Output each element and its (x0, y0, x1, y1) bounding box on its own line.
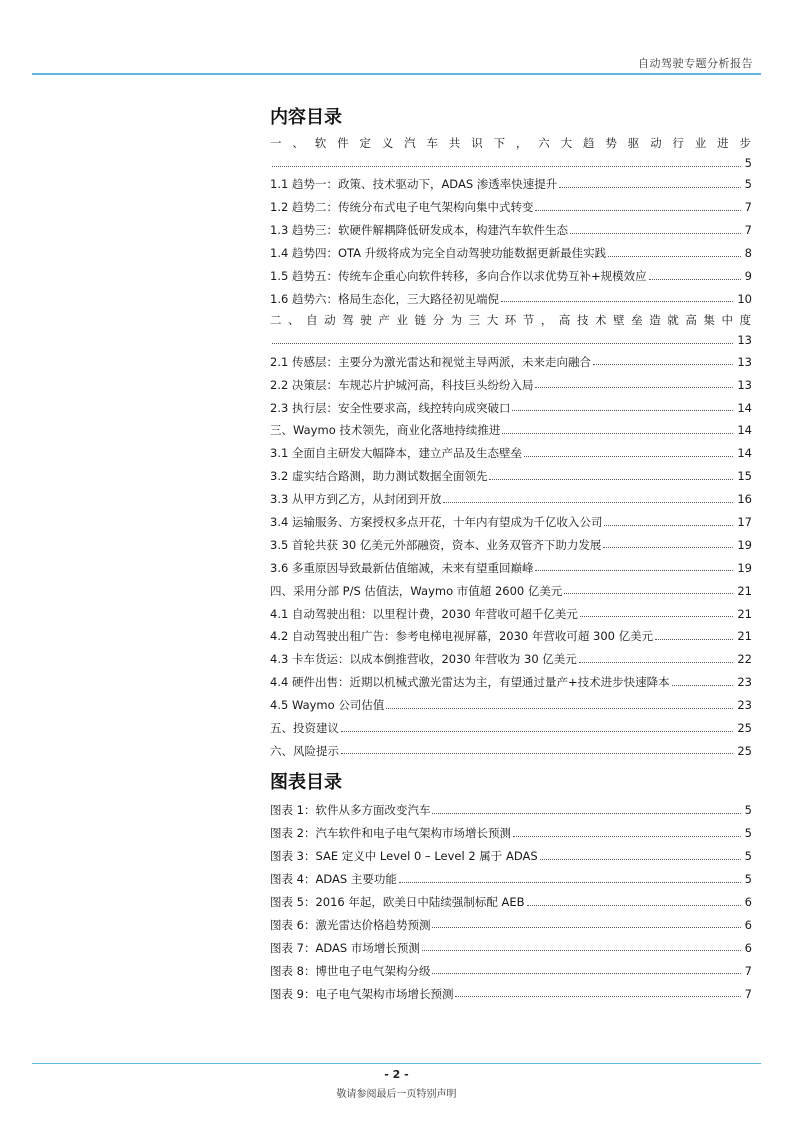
toc-entry-text: 1.5 趋势五：传统车企重心向软件转移，多向合作以求优势互补+规模效应 (270, 269, 647, 283)
toc-entry-text: 1.6 趋势六：格局生态化，三大路径初见端倪 (270, 291, 499, 306)
toc-entry-text: 3.4 运输服务、方案授权多点开花，十年内有望成为千亿收入公司 (270, 515, 603, 530)
contents-list (270, 133, 752, 762)
dot-leader (513, 836, 741, 837)
toc-entry-text: 2.2 决策层：车规芯片护城河高，科技巨头纷纷入局 (270, 377, 534, 392)
toc-entry[interactable] (270, 219, 752, 242)
dot-leader (579, 662, 734, 663)
toc-entry-page: 21 (737, 606, 752, 621)
toc-entry-text: 三、Waymo 技术领先，商业化落地持续推进 (270, 423, 501, 438)
figures-title: 图表目录 (270, 772, 342, 793)
toc-entry-text: 图表 9：电子电气架构市场增长预测 (270, 986, 454, 1001)
dot-leader (399, 882, 741, 883)
toc-entry-text: 五、投资建议 (270, 721, 339, 736)
toc-entry[interactable] (270, 265, 752, 288)
toc-entry-text: 图表 1：软件从多方面改变汽车 (270, 803, 431, 818)
toc-entry[interactable] (270, 419, 752, 442)
dot-leader (608, 256, 741, 257)
dot-leader (604, 525, 733, 526)
toc-entry-continuation[interactable] (270, 153, 752, 173)
toc-entry-text: 图表 4：ADAS 主要功能 (270, 872, 397, 887)
figure-entry[interactable] (270, 959, 752, 982)
dot-leader (341, 753, 733, 754)
toc-entry-continuation[interactable] (270, 330, 752, 350)
toc-entry[interactable] (270, 287, 752, 310)
page-number: - 2 - (384, 1068, 409, 1081)
toc-entry-page: 7 (744, 200, 752, 215)
toc-entry-text: 图表 5：2016 年起，欧美日中陆续强制标配 AEB (270, 895, 525, 909)
toc-entry-page: 14 (737, 446, 752, 461)
toc-entry-text: 2.3 执行层：安全性要求高，线控转向成突破口 (270, 400, 511, 415)
toc-entry-text: 4.2 自动驾驶出租广告：参考电梯电视屏幕，2030 年营收可超 300 亿美元 (270, 629, 654, 644)
toc-entry[interactable] (270, 511, 752, 534)
dot-leader (603, 547, 733, 548)
toc-entry[interactable] (270, 133, 752, 153)
toc-entry-page: 9 (744, 269, 752, 283)
toc-entry-text: 3.5 首轮共获 30 亿美元外部融资，资本、业务双管齐下助力发展 (270, 537, 602, 552)
toc-entry[interactable] (270, 396, 752, 419)
toc-entry-page: 5 (744, 872, 752, 887)
toc-entry-page: 7 (744, 223, 752, 238)
toc-entry-page: 21 (737, 629, 752, 644)
footer-disclaimer: 敬请参阅最后一页特别声明 (336, 1089, 457, 1100)
toc-entry[interactable] (270, 648, 752, 671)
dot-leader (580, 616, 733, 617)
dot-leader (535, 210, 740, 211)
dot-leader (422, 950, 741, 951)
toc-entry-page: 6 (744, 917, 752, 932)
toc-entry-page: 14 (737, 423, 752, 438)
toc-entry-text: 3.1 全面自主研发大幅降本，建立产品及生态壁垒 (270, 446, 522, 461)
toc-entry-page: 13 (737, 333, 752, 348)
toc-entry[interactable] (270, 173, 752, 196)
toc-entry[interactable] (270, 625, 752, 648)
toc-entry[interactable] (270, 242, 752, 265)
header-title: 自动驾驶专题分析报告 (638, 57, 753, 70)
toc-entry-page: 5 (744, 849, 752, 864)
toc-entry-page: 5 (744, 177, 752, 192)
toc-entry-page: 7 (744, 963, 752, 978)
dot-leader (672, 685, 734, 686)
dot-leader (502, 433, 733, 434)
dot-leader (272, 343, 733, 344)
toc-entry-text: 1.4 趋势四：OTA 升级将成为完全自动驾驶功能数据更新最佳实践 (270, 246, 607, 261)
figure-entry[interactable] (270, 822, 752, 845)
toc-entry-page: 19 (737, 560, 752, 575)
toc-entry-page: 22 (737, 652, 752, 667)
dot-leader (432, 927, 740, 928)
toc-entry-text: 1.2 趋势二：传统分布式电子电气架构向集中式转变 (270, 200, 534, 215)
toc-entry-page: 13 (737, 354, 752, 369)
toc-entry-page: 25 (737, 721, 752, 736)
toc-entry-page: 23 (737, 675, 752, 690)
toc-entry-text: 3.3 从甲方到乙方，从封闭到开放 (270, 492, 442, 507)
toc-entry-text: 1.3 趋势三：软硬件解耦降低研发成本，构建汽车软件生态 (270, 223, 568, 238)
toc-entry-page: 6 (744, 940, 752, 955)
toc-entry-text: 4.3 卡车货运：以成本倒推营收，2030 年营收为 30 亿美元 (270, 652, 577, 667)
toc-entry-text: 4.5 Waymo 公司估值 (270, 698, 385, 713)
toc-entry[interactable] (270, 310, 752, 330)
figure-entry[interactable] (270, 891, 752, 914)
toc-entry-page: 14 (737, 400, 752, 415)
toc-entry-page: 16 (737, 492, 752, 507)
toc-entry-text: 一、软件定义汽车共识下，六大趋势驱动行业进步 (270, 136, 752, 150)
dot-leader (272, 166, 741, 167)
dot-leader (489, 479, 733, 480)
toc-entry[interactable] (270, 350, 752, 373)
dot-leader (386, 708, 733, 709)
toc-entry[interactable] (270, 556, 752, 579)
toc-entry-page: 13 (737, 377, 752, 392)
toc-entry-text: 4.4 硬件出售：近期以机械式激光雷达为主，有望通过量产+技术进步快速降本 (270, 675, 670, 690)
toc-entry[interactable] (270, 579, 752, 602)
toc-entry-text: 图表 2：汽车软件和电子电气架构市场增长预测 (270, 826, 511, 841)
dot-leader (655, 639, 733, 640)
toc-entry-page: 5 (744, 826, 752, 841)
dot-leader (341, 731, 733, 732)
toc-entry-text: 1.1 趋势一：政策、技术驱动下，ADAS 渗透率快速提升 (270, 177, 558, 192)
toc-entry-text: 图表 7：ADAS 市场增长预测 (270, 940, 420, 955)
figure-entry[interactable] (270, 982, 752, 1005)
toc-entry[interactable] (270, 465, 752, 488)
toc-entry-page: 6 (744, 895, 752, 909)
toc-entry[interactable] (270, 533, 752, 556)
figure-entry[interactable] (270, 936, 752, 959)
toc-entry-text: 2.1 传感层：主要分为激光雷达和视觉主导两派，未来走向融合 (270, 354, 591, 369)
dot-leader (559, 187, 740, 188)
toc-entry-page: 25 (737, 743, 752, 758)
dot-leader (535, 387, 733, 388)
toc-entry[interactable] (270, 739, 752, 762)
toc-entry[interactable] (270, 717, 752, 740)
dot-leader (455, 996, 740, 997)
dot-leader (570, 233, 741, 234)
figure-entry[interactable] (270, 913, 752, 936)
header-divider (32, 73, 761, 75)
figure-entry[interactable] (270, 868, 752, 891)
dot-leader (540, 859, 741, 860)
dot-leader (593, 364, 733, 365)
dot-leader (564, 593, 733, 594)
contents-title: 内容目录 (270, 107, 342, 128)
dot-leader (512, 410, 733, 411)
dot-leader (443, 502, 733, 503)
toc-entry[interactable] (270, 671, 752, 694)
figures-list (270, 799, 752, 1005)
toc-entry-text: 图表 8：博世电子电气架构分级 (270, 963, 431, 978)
toc-entry-page: 10 (737, 291, 752, 306)
dot-leader (432, 813, 740, 814)
toc-entry-text: 3.6 多重原因导致最新估值缩减，未来有望重回巅峰 (270, 560, 534, 575)
figure-entry[interactable] (270, 845, 752, 868)
dot-leader (501, 301, 733, 302)
toc-entry-page: 15 (737, 469, 752, 484)
toc-entry[interactable] (270, 694, 752, 717)
toc-entry[interactable] (270, 488, 752, 511)
toc-entry[interactable] (270, 602, 752, 625)
dot-leader (527, 905, 741, 906)
toc-entry-text: 3.2 虚实结合路测，助力测试数据全面领先 (270, 469, 488, 484)
footer-divider (32, 1063, 761, 1064)
toc-entry-text: 四、采用分部 P/S 估值法，Waymo 市值超 2600 亿美元 (270, 583, 563, 598)
dot-leader (432, 973, 740, 974)
toc-entry-text: 二、自动驾驶产业链分为三大环节，高技术壁垒造就高集中度 (270, 313, 752, 328)
toc-entry-page: 5 (744, 803, 752, 818)
toc-entry[interactable] (270, 373, 752, 396)
toc-entry-text: 图表 6：激光雷达价格趋势预测 (270, 917, 431, 932)
toc-entry-page: 23 (737, 698, 752, 713)
dot-leader (535, 570, 733, 571)
toc-entry-page: 17 (737, 515, 752, 530)
toc-entry-text: 图表 3：SAE 定义中 Level 0 – Level 2 属于 ADAS (270, 849, 538, 864)
toc-entry-text: 4.1 自动驾驶出租：以里程计费，2030 年营收可超千亿美元 (270, 606, 578, 621)
toc-entry-page: 21 (737, 583, 752, 598)
toc-entry-page: 5 (744, 156, 752, 170)
toc-entry[interactable] (270, 196, 752, 219)
dot-leader (649, 279, 741, 280)
toc-entry-text: 六、风险提示 (270, 743, 339, 758)
toc-entry-page: 8 (744, 246, 752, 261)
toc-entry-page: 19 (737, 537, 752, 552)
toc-entry[interactable] (270, 442, 752, 465)
figure-entry[interactable] (270, 799, 752, 822)
toc-entry-page: 7 (744, 986, 752, 1001)
dot-leader (524, 456, 733, 457)
